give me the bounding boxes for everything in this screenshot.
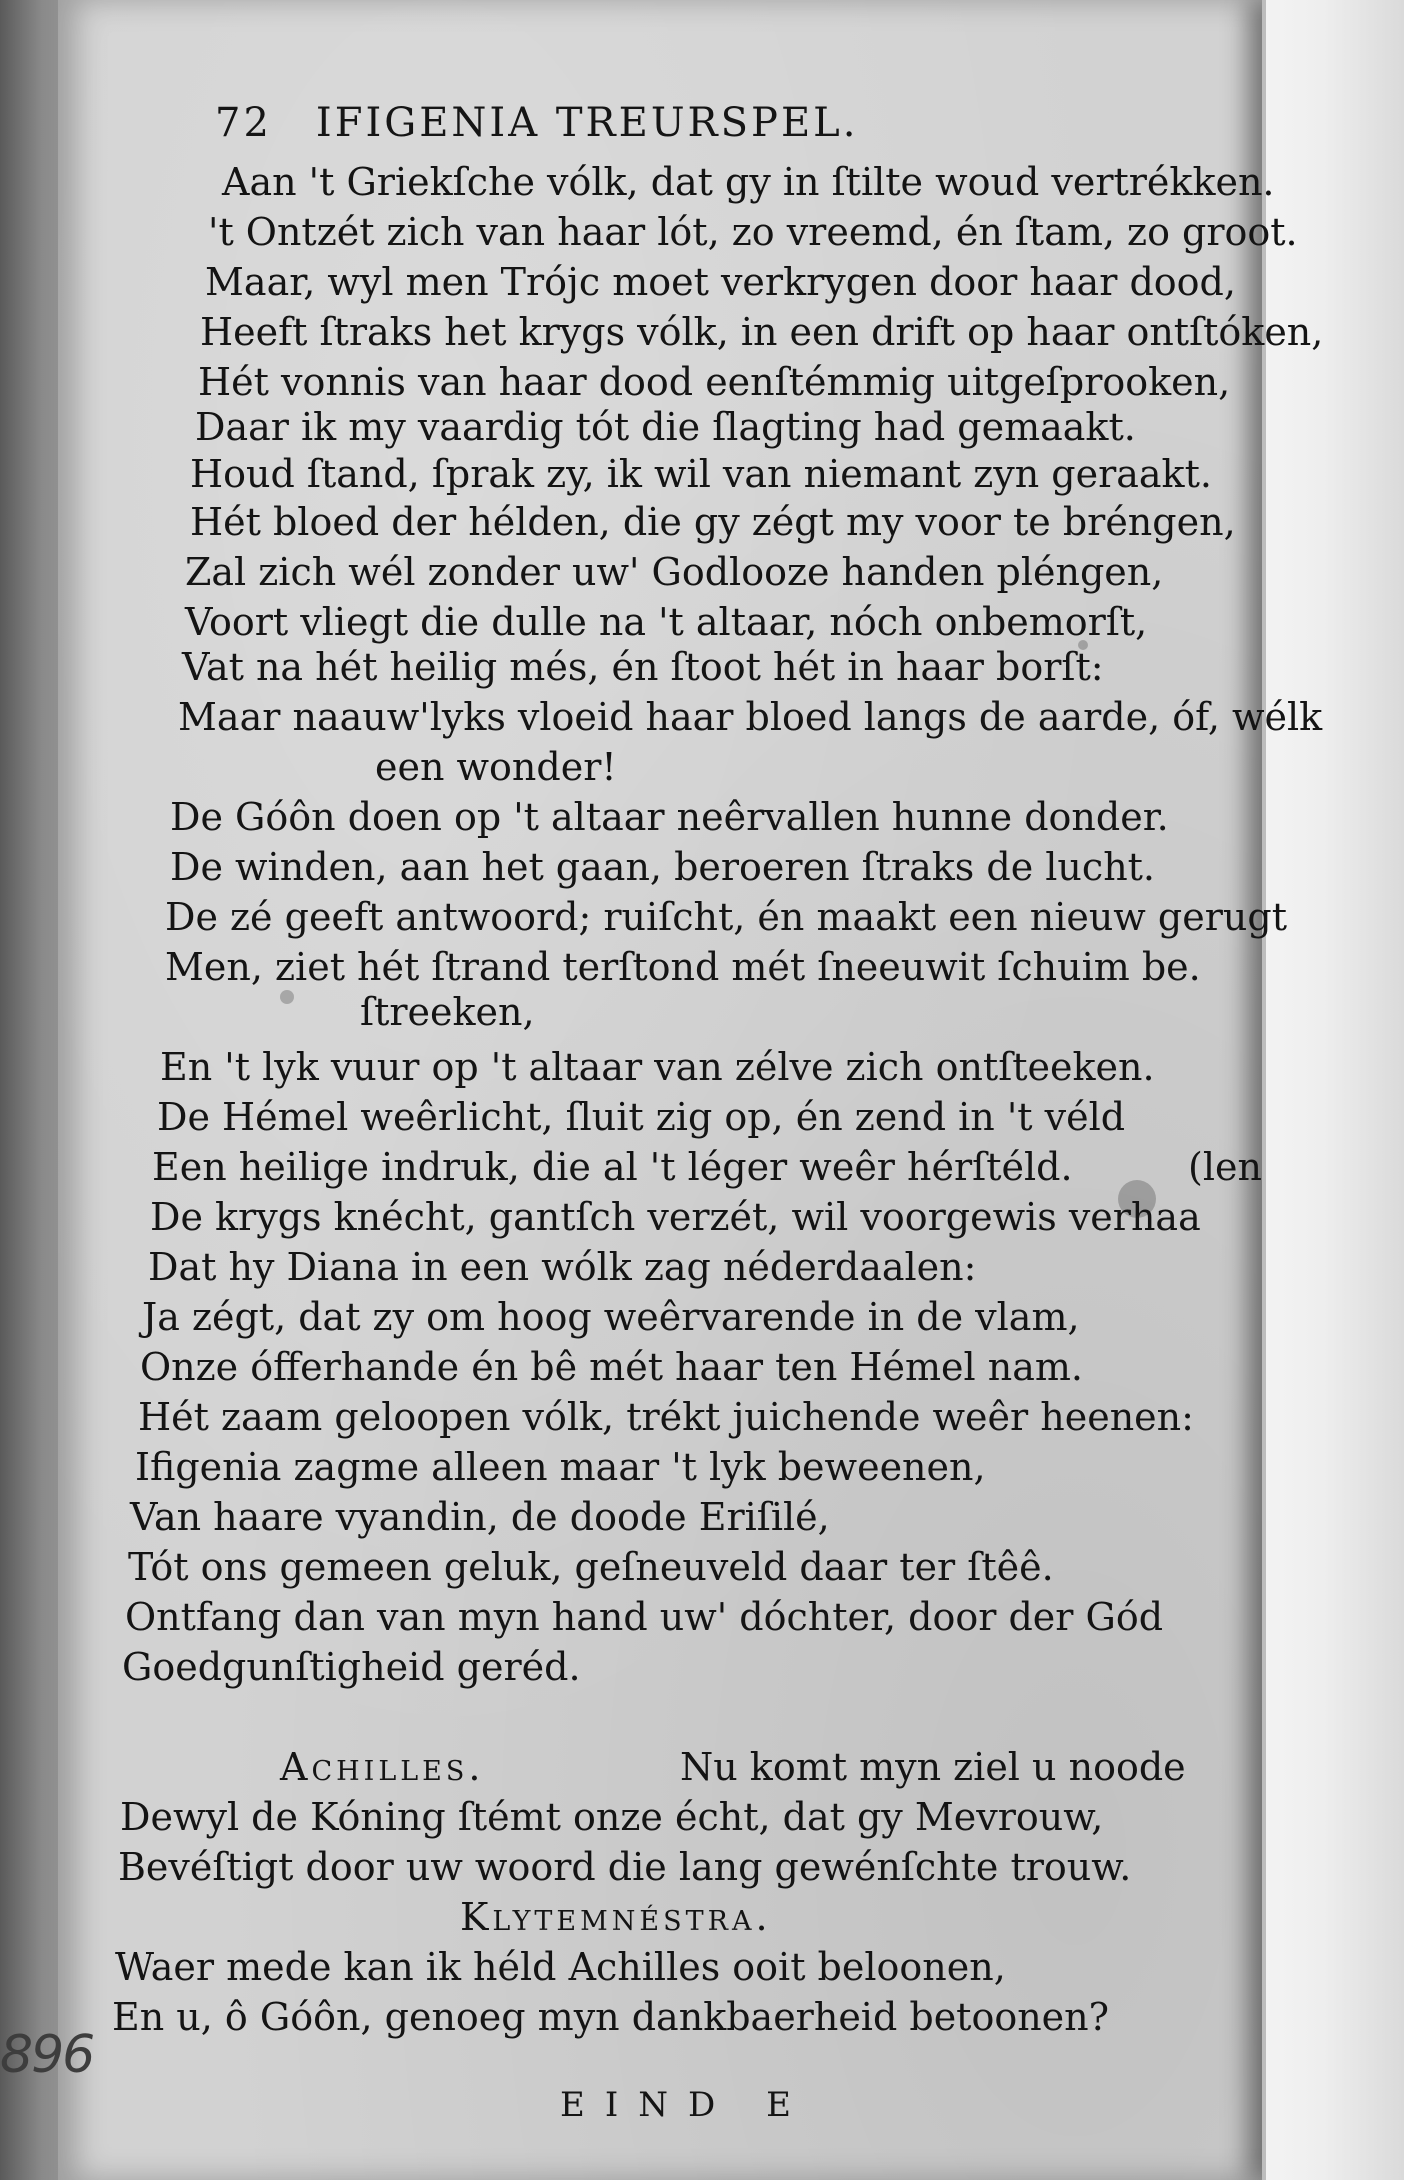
verse-line: De zé geeft antwoord; ruiſcht, én maakt een nieuw gerugt [165,895,1287,939]
verse-line: Daar ik my vaardig tót die ſlagting had gemaakt. [195,405,1136,449]
verse-line: Onze ófferhande én bê mét haar ten Hémel nam. [140,1345,1084,1389]
verse-line: Maar naauw'lyks vloeid haar bloed langs de aarde, óf, wélk [178,695,1323,739]
verse-line: De krygs knécht, gantſch verzét, wil voorgewis verhaa [150,1195,1201,1239]
verse-line: Waer mede kan ik héld Achilles ooit beloonen, [115,1945,1006,1989]
paper-blemish [280,990,294,1004]
verse-line: een wonder! [375,745,617,789]
verse-line: De winden, aan het gaan, beroeren ſtraks de lucht. [170,845,1156,889]
verse-line: Zal zich wél zonder uw' Godlooze handen pléngen, [185,550,1164,594]
verse-line: Voort vliegt die dulle na 't altaar, nóch onbemorſt, [185,600,1148,644]
verse-line: Van haare vyandin, de doode Eriſilé, [130,1495,830,1539]
verse-line: En u, ô Góôn, genoeg myn dankbaerheid betoonen? [112,1995,1110,2039]
verse-line: Hét bloed der hélden, die gy zégt my voor te bréngen, [190,500,1236,544]
verse-line: (len [1188,1145,1262,1189]
margin-annotation: 896 [0,2025,94,2085]
verse-line: ſtreeken, [360,990,535,1034]
verse-line: Tót ons gemeen geluk, geſneuveld daar ter ſtêê. [128,1545,1054,1589]
verse-line: Bevéſtigt door uw woord die lang gewénſchte trouw. [118,1845,1132,1889]
verse-line: Hét zaam geloopen vólk, trékt juichende weêr heenen: [138,1395,1194,1439]
verse-line: De Góôn doen op 't altaar neêrvallen hunne donder. [170,795,1169,839]
verse-line: Men, ziet hét ſtrand terſtond mét ſneeuwit ſchuim be. [165,945,1201,989]
verse-line: Goedgunſtigheid geréd. [122,1645,581,1689]
running-title: IFIGENIA TREURSPEL. [315,100,859,146]
speaker-klytemnestra: Klytemnéstra. [460,1895,772,1939]
verse-line: Houd ſtand, ſprak zy, ik wil van niemant zyn geraakt. [190,452,1212,496]
verse-line: 't Ontzét zich van haar lót, zo vreemd, én ſtam, zo groot. [208,210,1298,254]
speaker-achilles: Achilles. [280,1745,485,1789]
verse-line: Nu komt myn ziel u noode [680,1745,1186,1789]
catchword: EIND E [560,2085,811,2125]
verse-line: En 't lyk vuur op 't altaar van zélve zich ontſteeken. [160,1045,1155,1089]
verse-line: Maar, wyl men Trójc moet verkrygen door haar dood, [205,260,1236,304]
page-number: 72 [215,100,272,146]
verse-line: Ontfang dan van myn hand uw' dóchter, door der Gód [125,1595,1164,1639]
verse-line: Een heilige indruk, die al 't léger weêr hérſtéld. [152,1145,1073,1189]
verse-line: Ja zégt, dat zy om hoog weêrvarende in de vlam, [142,1295,1080,1339]
verse-line: Ifigenia zagme alleen maar 't lyk beweenen, [135,1445,986,1489]
verse-line: De Hémel weêrlicht, ſluit zig op, én zend in 't véld [157,1095,1126,1139]
verse-line: Vat na hét heilig més, én ſtoot hét in haar borſt: [182,645,1104,689]
running-head [215,100,858,146]
verse-line: Heeft ſtraks het krygs vólk, in een drift op haar ontſtóken, [200,310,1324,354]
verse-line: Dat hy Diana in een wólk zag néderdaalen: [148,1245,977,1289]
verse-line: Dewyl de Kóning ſtémt onze écht, dat gy Mevrouw, [120,1795,1104,1839]
verse-line: Aan 't Griekſche vólk, dat gy in ſtilte woud vertrékken. [222,160,1275,204]
verse-line: Hét vonnis van haar dood eenſtémmig uitgeſprooken, [198,360,1231,404]
